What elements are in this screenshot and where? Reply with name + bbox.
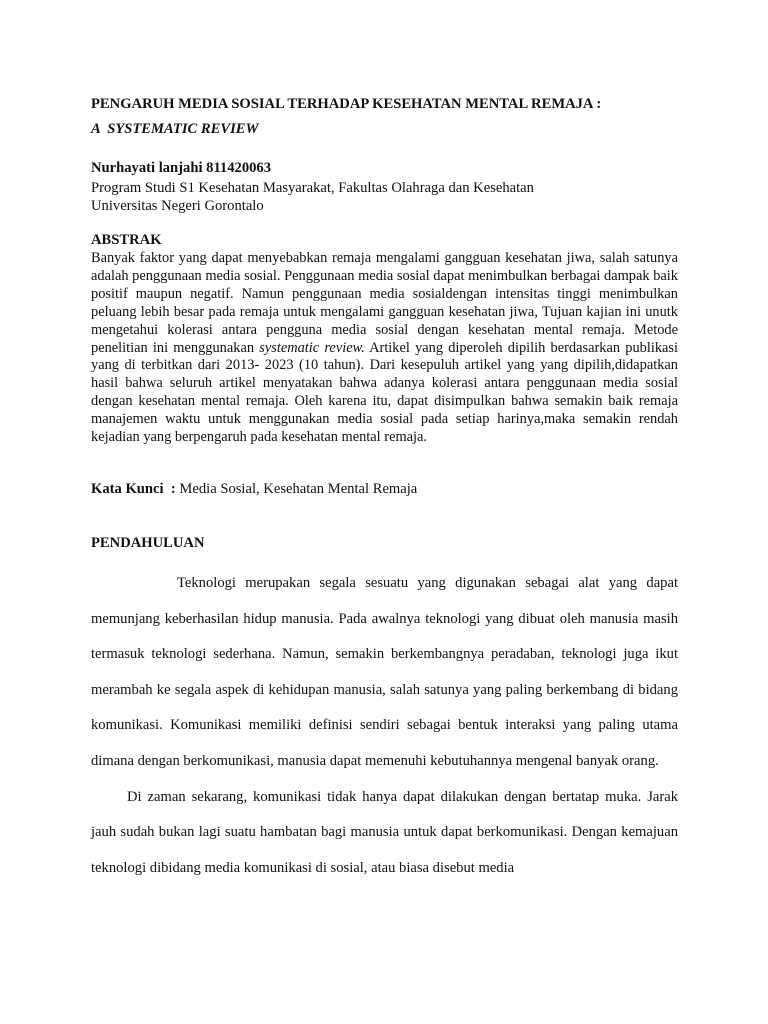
introduction-paragraph-2: Di zaman sekarang, komunikasi tidak hanya dapat dilakukan dengan bertatap muka. Jarak jauh sudah bukan lagi suatu hambatan bagi manusia untuk dapat berkomunikasi. Dengan kemajuan teknologi dibidang media komunikasi di sosial, atau biasa disebut media bbox=[91, 788, 678, 876]
author-name: Nurhayati lanjahi 811420063 bbox=[91, 160, 272, 176]
introduction-paragraph-1: Teknologi merupakan segala sesuatu yang digunakan sebagai alat yang dapat memunjang keberhasilan hidup manusia. Pada awalnya teknologi yang dibuat oleh manusia masih termasuk teknologi sederhana. Namun, semakin berkembangnya peradaban, teknologi juga ikut merambah ke segala aspek di kehidupan manusia, salah satunya yang paling berkembang di bidang komunikasi. Komunikasi memiliki definisi sendiri sebagai bentuk interaksi yang paling utama dimana dengan berkomunikasi, manusia dapat memenuhi kebutuhannya mengenal banyak orang. bbox=[91, 575, 678, 769]
keywords-label: Kata Kunci bbox=[91, 481, 164, 497]
keywords-separator: : bbox=[163, 481, 180, 497]
section-heading-introduction: PENDAHULUAN bbox=[91, 535, 205, 551]
author-affiliation bbox=[91, 179, 678, 215]
abstract-text-part-1: Banyak faktor yang dapat menyebabkan remaja mengalami gangguan kesehatan jiwa, salah satunya adalah penggunaan media sosial. Penggunaan media sosial dapat menimbulkan berbagai dampak baik positif maupun negatif. Namun penggunaan media sosialdengan intensitas tinggi menimbulkan peluang lebih besar pada remaja untuk mengalami gangguan kesehatan jiwa, Tujuan kajian ini unutk mengetahui kolerasi antara pengguna media sosial dengan kesehatan mental remaja. Metode penelitian ini menggunakan bbox=[91, 250, 678, 356]
abstract-text-part-2: Artikel yang diperoleh dipilih berdasarkan publikasi yang di terbitkan dari 2013- 2023 (10 tahun). Dari kesepuluh artikel yang yang dipilih,didapatkan hasil bahwa seluruh artikel menyatakan bahwa adanya kolerasi antara penggunaan media sosial dengan kesehatan mental remaja. Oleh karena itu, dapat disimpulkan bahwa semakin baik remaja manajemen waktu untuk menggunakan media sosial pada setiap harinya,maka semakin rendah kejadian yang berpengaruh pada kesehatan mental remaja. bbox=[91, 339, 679, 446]
affiliation-university: Universitas Negeri Gorontalo bbox=[91, 198, 264, 214]
affiliation-program: Program Studi S1 Kesehatan Masyarakat, Fakultas Olahraga dan Kesehatan bbox=[91, 180, 534, 196]
keywords bbox=[91, 481, 678, 498]
introduction-body bbox=[91, 566, 678, 886]
abstract-emphasis: systematic review. bbox=[259, 339, 365, 356]
abstract-text bbox=[91, 250, 678, 447]
keywords-value: Media Sosial, Kesehatan Mental Remaja bbox=[179, 481, 418, 497]
paper-title: PENGARUH MEDIA SOSIAL TERHADAP KESEHATAN MENTAL REMAJA : bbox=[91, 96, 602, 112]
paper-subtitle: A SYSTEMATIC REVIEW bbox=[91, 121, 259, 137]
abstract-heading: ABSTRAK bbox=[91, 232, 162, 248]
